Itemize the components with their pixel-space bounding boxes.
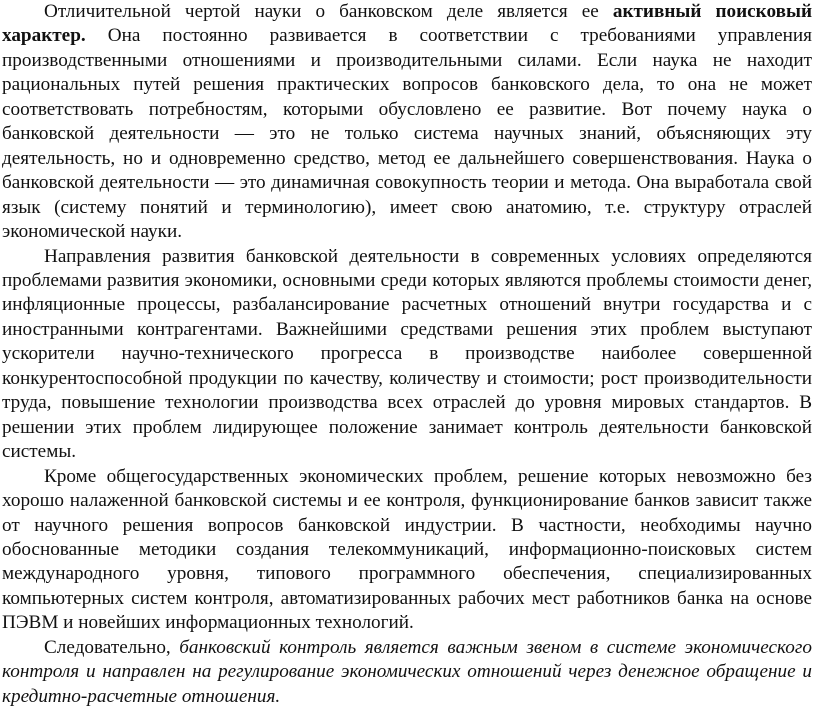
- bold-term-active-search: активный поисковый характер.: [2, 1, 812, 47]
- paragraph-banking-industry: [2, 465, 812, 636]
- paragraph-scientific-character: [2, 0, 812, 245]
- paragraph-intro-text: Отличительной чертой науки о банковском деле является ее: [44, 1, 613, 22]
- paragraph-development-directions: [2, 245, 812, 465]
- paragraph-body-text: Она постоянно развивается в соответствии с требованиями управления производственными отношениями и производительными силами. Если наука не находит рациональных путей решения практических вопросов банковского дела, то она не может соответствовать потребностям, которыми обусловлено ее развитие. Вот почему наука о банковской деятельности — это не только система научных знаний, объясняющих эту деятельность, но и одновременно средство, метод ее дальнейшего совершенствования. Наука о банковской деятельности — это динамичная совокупность теории и метода. Она выработала свой язык (систему понятий и терминологию), имеет свою анатомию, т.е. структуру отраслей экономической науки.: [2, 25, 812, 243]
- italic-conclusion-statement: банковский контроль является важным звеном в системе экономического контроля и направлен на регулирование экономических отношений через денежное обращение и кредитно-расчетные отношения.: [2, 636, 812, 707]
- paragraph-conclusion: [2, 636, 812, 709]
- paragraph-intro-text: Следовательно,: [44, 636, 180, 658]
- paragraph-body-text: Направления развития банковской деятельности в современных условиях определяются проблемами развития экономики, основными среди которых являются проблемы стоимости денег, инфляционные процессы, разбалансирование расчетных отношений внутри государства и с иностранными контрагентами. Важнейшими средствами решения этих проблем выступают ускорители научно-технического прогресса в производстве наиболее совершенной конкурентоспособной продукции по качеству, количеству и стоимости; рост производительности труда, повышение технологии производства всех отраслей до уровня мировых стандартов. В решении этих проблем лидирующее положение занимает контроль деятельности банковской системы.: [2, 245, 812, 463]
- paragraph-body-text: Кроме общегосударственных экономических проблем, решение которых невозможно без хорошо налаженной банковской системы и ее контроля, функционирование банков зависит также от научного решения вопросов банковской индустрии. В частности, необходимы научно обоснованные методики создания телекоммуникаций, информационно-поисковых систем международного уровня, типового программного обеспечения, специализированных компьютерных систем контроля, автоматизированных рабочих мест работников банка на основе ПЭВМ и новейших информационных технологий.: [2, 465, 812, 634]
